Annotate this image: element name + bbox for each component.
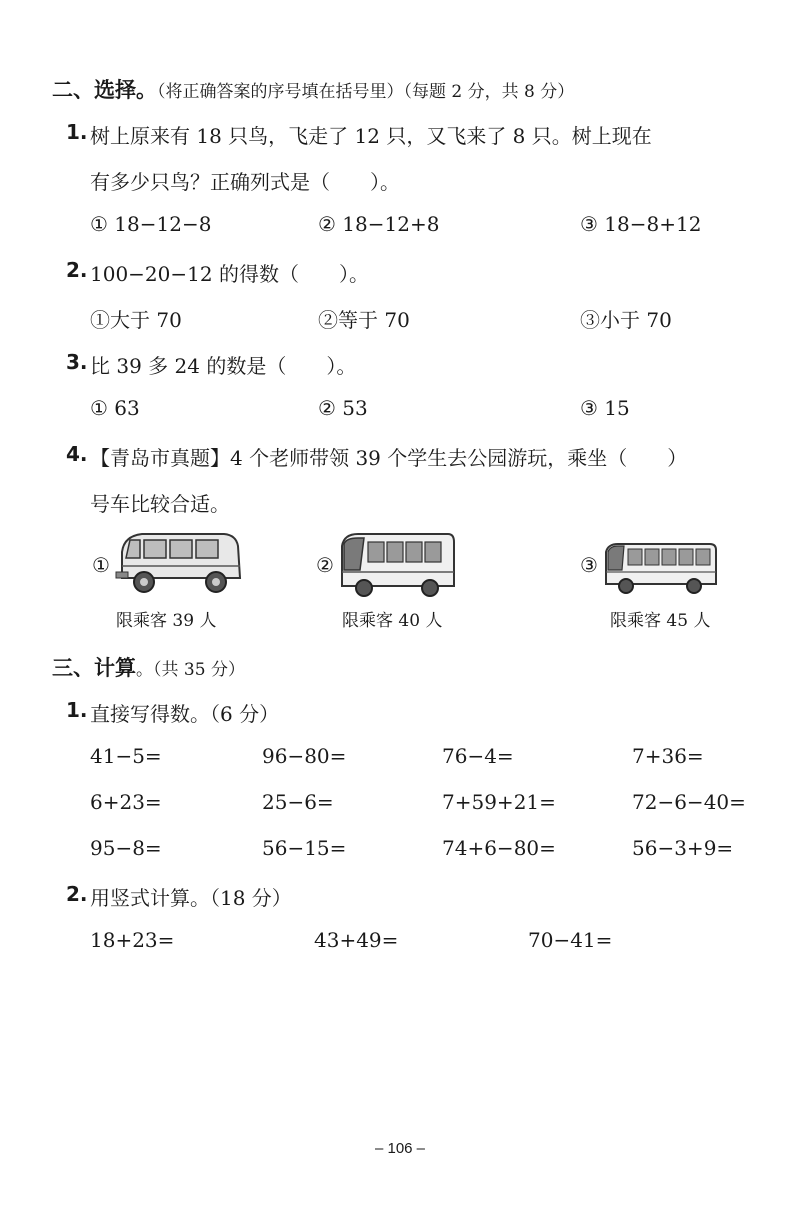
vehicle-2-mark[interactable]: ② (316, 553, 334, 577)
vehicle-2-caption: 限乘客 40 人 (342, 611, 443, 631)
calc-r3-c1[interactable]: 95−8= (90, 836, 162, 860)
q1-number: 1. (66, 120, 88, 144)
section3-heading (52, 652, 245, 682)
q4-number: 4. (66, 442, 88, 466)
calc-r3-c2[interactable]: 56−15= (262, 836, 347, 860)
page-number: – 106 – (374, 1140, 426, 1157)
calc-r3-c4[interactable]: 56−3+9= (632, 836, 734, 860)
part2-number: 2. (66, 882, 88, 906)
calc-r1-c4[interactable]: 7+36= (632, 744, 704, 768)
section2-note: （将正确答案的序号填在括号里）（每题 2 分，共 8 分） (157, 82, 575, 102)
q1-option-1[interactable]: ① 18−12−8 (90, 212, 212, 236)
q3-option-1[interactable]: ① 63 (90, 396, 140, 420)
vertical-calc-1[interactable]: 18+23= (90, 928, 175, 952)
q2-option-2[interactable]: ②等于 70 (318, 308, 410, 332)
section3-title: 三、计算 (52, 655, 136, 680)
q1-option-3[interactable]: ③ 18−8+12 (580, 212, 702, 236)
calc-r1-c3[interactable]: 76−4= (442, 744, 514, 768)
section2-heading (52, 74, 574, 104)
vertical-calc-3[interactable]: 70−41= (528, 928, 613, 952)
calc-r1-c1[interactable]: 41−5= (90, 744, 162, 768)
calc-r3-c3[interactable]: 74+6−80= (442, 836, 556, 860)
bus-icon (336, 530, 456, 598)
q2-line1: 100−20−12 的得数（ ）。 (90, 262, 369, 286)
q3-number: 3. (66, 350, 88, 374)
part1-title: 直接写得数。（6 分） (90, 702, 280, 726)
q4-line2: 号车比较合适。 (90, 492, 230, 516)
vehicle-1-mark[interactable]: ① (92, 553, 110, 577)
q3-option-3[interactable]: ③ 15 (580, 396, 630, 420)
calc-r2-c2[interactable]: 25−6= (262, 790, 334, 814)
part2-title: 用竖式计算。（18 分） (90, 886, 292, 910)
q1-line2: 有多少只鸟？正确列式是（ ）。 (90, 170, 400, 194)
q2-option-3[interactable]: ③小于 70 (580, 308, 672, 332)
coach-icon (602, 540, 718, 596)
calc-r2-c1[interactable]: 6+23= (90, 790, 162, 814)
q3-line1: 比 39 多 24 的数是（ ）。 (90, 354, 357, 378)
q1-line1: 树上原来有 18 只鸟，飞走了 12 只，又飞来了 8 只。树上现在 (90, 124, 652, 148)
vehicle-3-mark[interactable]: ③ (580, 553, 598, 577)
vehicle-3-caption: 限乘客 45 人 (610, 611, 711, 631)
calc-r2-c3[interactable]: 7+59+21= (442, 790, 556, 814)
q3-option-2[interactable]: ② 53 (318, 396, 368, 420)
q1-option-2[interactable]: ② 18−12+8 (318, 212, 440, 236)
minivan-icon (112, 528, 244, 596)
q2-number: 2. (66, 258, 88, 282)
vehicle-1-caption: 限乘客 39 人 (116, 611, 217, 631)
section3-note: 。（共 35 分） (136, 660, 245, 680)
q4-line1: 【青岛市真题】4 个老师带领 39 个学生去公园游玩，乘坐（ ） (90, 446, 688, 470)
calc-r2-c4[interactable]: 72−6−40= (632, 790, 746, 814)
section2-title: 二、选择。 (52, 77, 157, 102)
part1-number: 1. (66, 698, 88, 722)
q2-option-1[interactable]: ①大于 70 (90, 308, 182, 332)
vertical-calc-2[interactable]: 43+49= (314, 928, 399, 952)
calc-r1-c2[interactable]: 96−80= (262, 744, 347, 768)
